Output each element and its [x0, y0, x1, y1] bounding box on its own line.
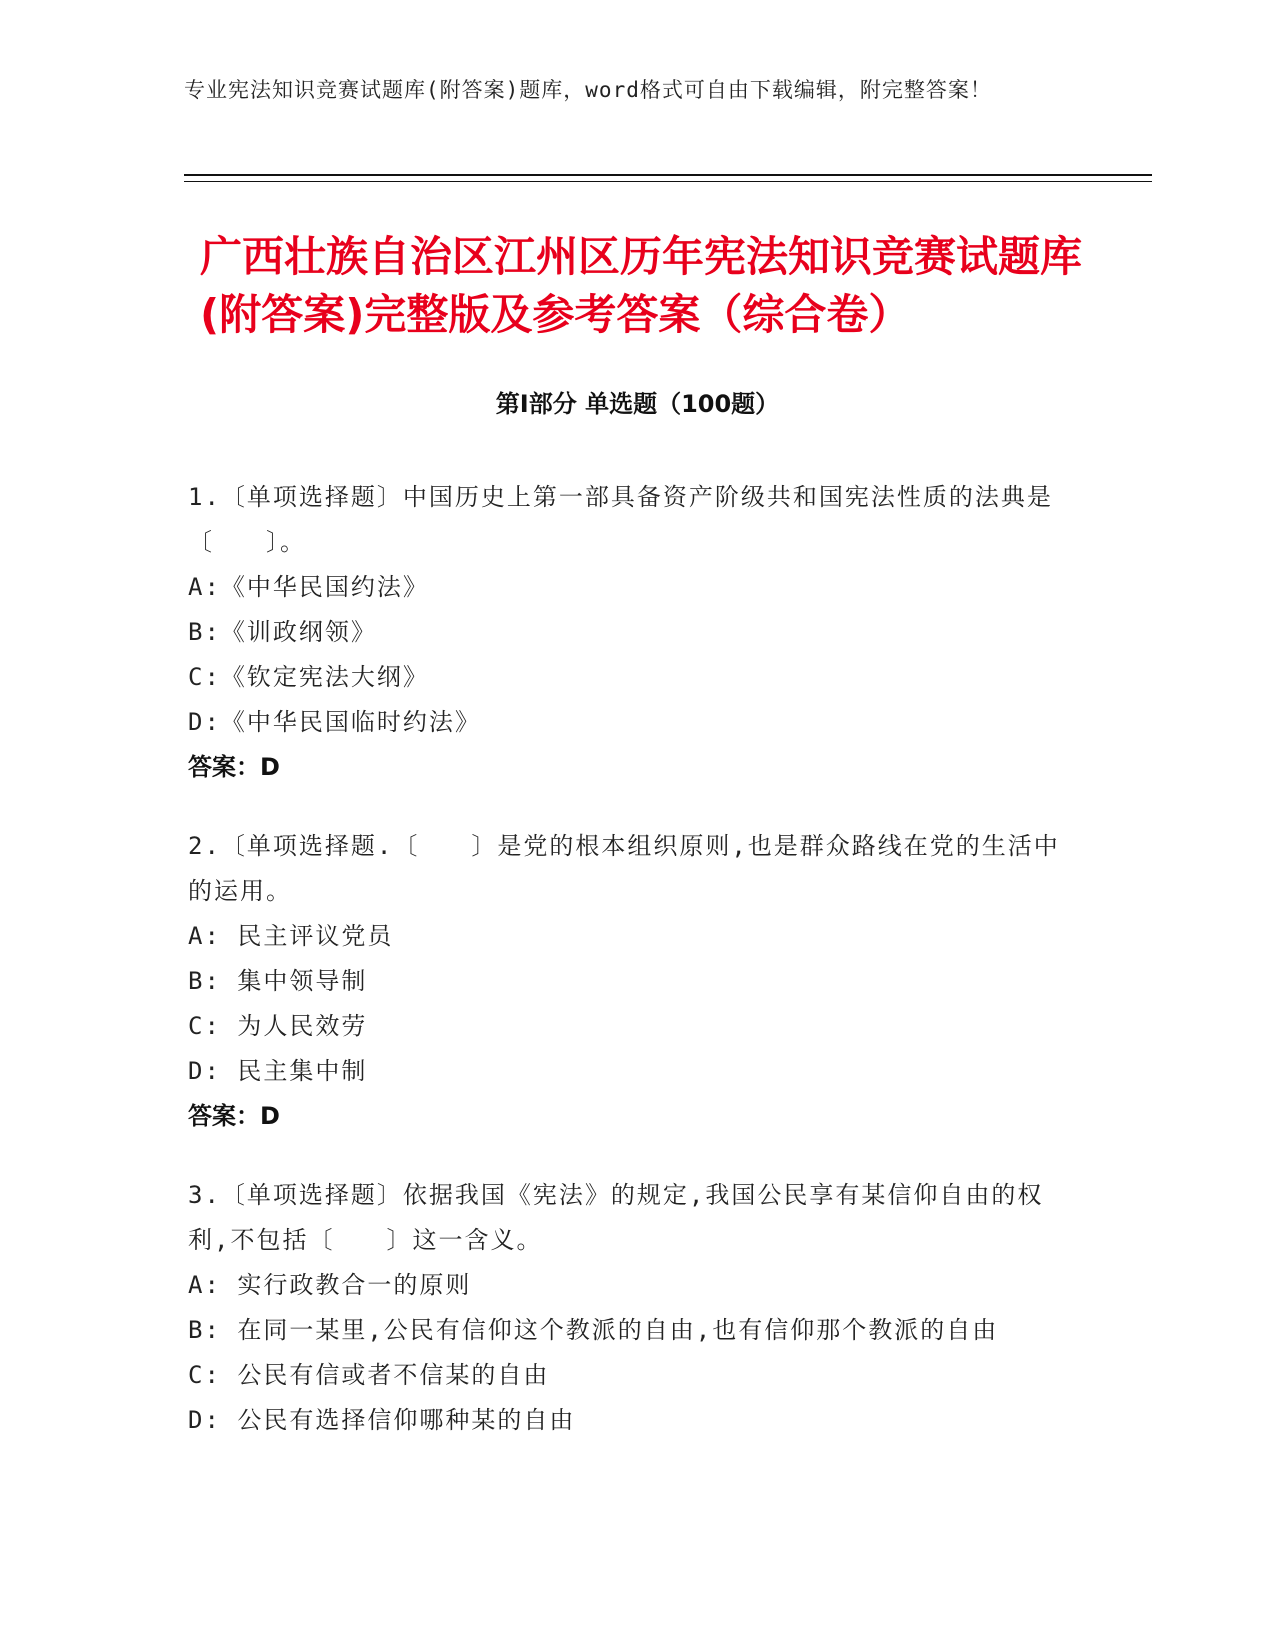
option-b: B: 在同一某里,公民有信仰这个教派的自由,也有信仰那个教派的自由: [188, 1316, 999, 1344]
option-d: D:《中华民国临时约法》: [188, 708, 481, 736]
document-title: 广西壮族自治区江州区历年宪法知识竞赛试题库(附答案)完整版及参考答案（综合卷）: [200, 232, 1083, 339]
question-2: [188, 824, 1068, 1139]
question-3: [188, 1173, 1068, 1443]
question-list: [188, 475, 1068, 1477]
option-d: D: 公民有选择信仰哪种某的自由: [188, 1406, 576, 1434]
option-d: D: 民主集中制: [188, 1057, 368, 1085]
header-divider-thick: [184, 174, 1152, 176]
header-divider-thin: [184, 181, 1152, 182]
option-b: B: 集中领导制: [188, 967, 368, 995]
option-a: A: 实行政教合一的原则: [188, 1271, 472, 1299]
section-title: 第Ⅰ部分 单选题（100题）: [495, 390, 780, 418]
option-c: C: 为人民效劳: [188, 1012, 368, 1040]
question-text: 3.〔单项选择题〕依据我国《宪法》的规定,我国公民享有某信仰自由的权利,不包括〔 〕这一含义。: [188, 1181, 1044, 1254]
question-text: 1.〔单项选择题〕中国历史上第一部具备资产阶级共和国宪法性质的法典是〔 〕。: [188, 483, 1053, 556]
option-c: C:《钦定宪法大纲》: [188, 663, 429, 691]
option-a: A: 民主评议党员: [188, 922, 394, 950]
question-text: 2.〔单项选择题.〔 〕是党的根本组织原则,也是群众路线在党的生活中的运用。: [188, 832, 1060, 905]
option-a: A:《中华民国约法》: [188, 573, 429, 601]
answer-line: 答案：D: [188, 753, 280, 781]
option-b: B:《训政纲领》: [188, 618, 377, 646]
question-1: [188, 475, 1068, 790]
header-note: 专业宪法知识竞赛试题库(附答案)题库，word格式可自由下载编辑，附完整答案！: [184, 78, 992, 102]
option-c: C: 公民有信或者不信某的自由: [188, 1361, 550, 1389]
answer-line: 答案：D: [188, 1102, 280, 1130]
